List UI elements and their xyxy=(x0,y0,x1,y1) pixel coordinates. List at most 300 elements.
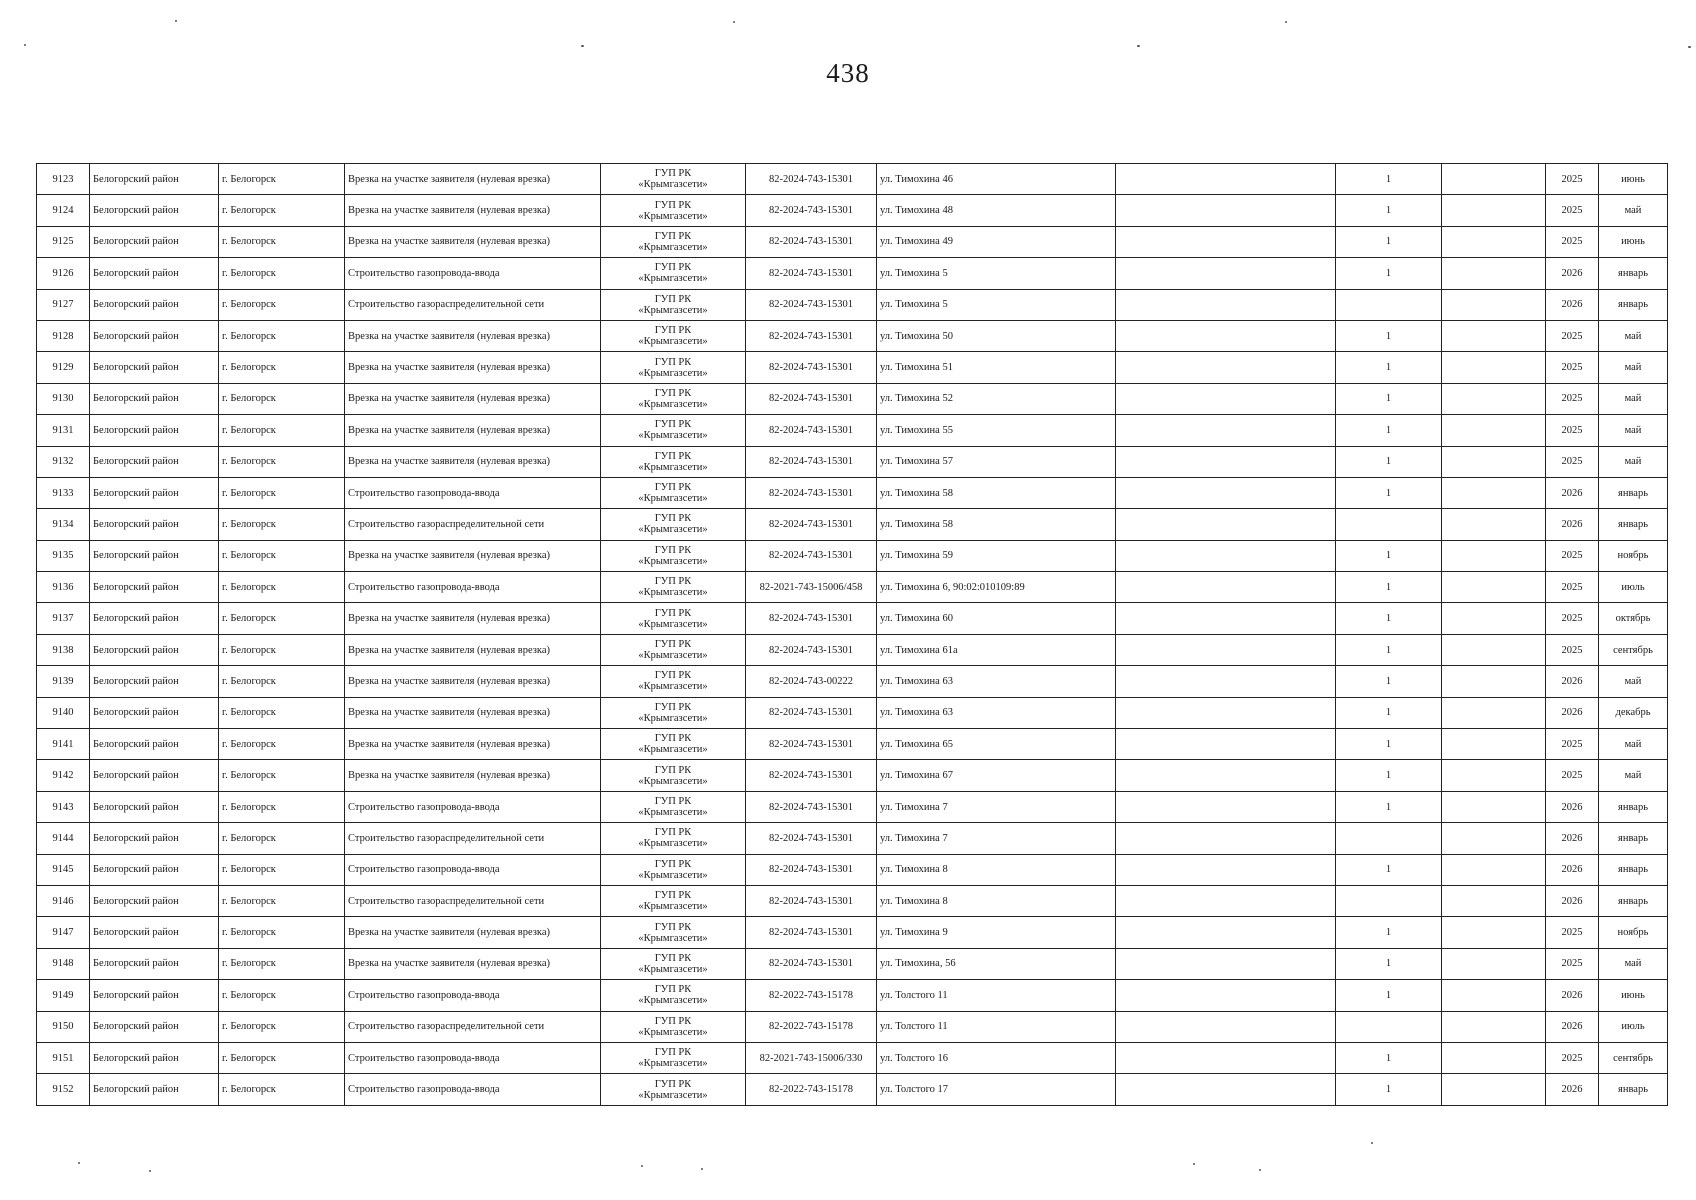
empty-cell xyxy=(1442,1011,1546,1042)
table-row xyxy=(37,1042,1668,1073)
organization-cell xyxy=(601,477,746,508)
table-row xyxy=(37,352,1668,383)
organization-line-1: ГУП РК xyxy=(654,952,692,964)
work-type-cell: Врезка на участке заявителя (нулевая врезка) xyxy=(345,948,601,979)
organization-line-2: «Крымгазсети» xyxy=(638,712,708,724)
month-cell: май xyxy=(1599,760,1668,791)
year-cell: 2025 xyxy=(1546,352,1599,383)
organization-line-2: «Крымгазсети» xyxy=(638,555,708,567)
district-cell: Белогорский район xyxy=(90,446,219,477)
year-cell: 2026 xyxy=(1546,289,1599,320)
organization-line-1: ГУП РК xyxy=(654,199,692,211)
request-code-cell: 82-2024-743-15301 xyxy=(746,352,877,383)
organization-line-1: ГУП РК xyxy=(654,293,692,305)
month-cell: январь xyxy=(1599,885,1668,916)
locality-cell: г. Белогорск xyxy=(219,823,345,854)
organization-cell xyxy=(601,729,746,760)
district-cell: Белогорский район xyxy=(90,289,219,320)
request-code-cell: 82-2024-743-15301 xyxy=(746,540,877,571)
request-code-cell: 82-2024-743-15301 xyxy=(746,885,877,916)
district-cell: Белогорский район xyxy=(90,885,219,916)
empty-cell xyxy=(1442,258,1546,289)
organization-line-1: ГУП РК xyxy=(654,230,692,242)
empty-cell xyxy=(1116,477,1336,508)
organization-line-1: ГУП РК xyxy=(654,984,692,996)
address-cell: ул. Тимохина 49 xyxy=(877,226,1116,257)
address-cell: ул. Тимохина 50 xyxy=(877,320,1116,351)
month-cell: май xyxy=(1599,729,1668,760)
year-cell: 2026 xyxy=(1546,823,1599,854)
organization-line-2: «Крымгазсети» xyxy=(638,1026,708,1038)
empty-cell xyxy=(1442,697,1546,728)
empty-cell xyxy=(1116,634,1336,665)
address-cell: ул. Тимохина 48 xyxy=(877,195,1116,226)
empty-cell xyxy=(1116,980,1336,1011)
work-type-cell: Врезка на участке заявителя (нулевая врезка) xyxy=(345,383,601,414)
empty-cell xyxy=(1442,634,1546,665)
empty-cell xyxy=(1116,760,1336,791)
count-cell: 1 xyxy=(1336,540,1442,571)
organization-line-1: ГУП РК xyxy=(654,1015,692,1027)
organization-cell xyxy=(601,885,746,916)
work-type-cell: Врезка на участке заявителя (нулевая врезка) xyxy=(345,666,601,697)
organization-line-2: «Крымгазсети» xyxy=(638,367,708,379)
year-cell: 2026 xyxy=(1546,666,1599,697)
row-number-cell: 9134 xyxy=(37,509,90,540)
count-cell: 1 xyxy=(1336,854,1442,885)
organization-cell xyxy=(601,226,746,257)
organization-cell xyxy=(601,634,746,665)
organization-line-2: «Крымгазсети» xyxy=(638,398,708,410)
count-cell: 1 xyxy=(1336,383,1442,414)
district-cell: Белогорский район xyxy=(90,980,219,1011)
empty-cell xyxy=(1442,289,1546,320)
count-cell: 1 xyxy=(1336,917,1442,948)
row-number-cell: 9125 xyxy=(37,226,90,257)
locality-cell: г. Белогорск xyxy=(219,885,345,916)
work-type-cell: Врезка на участке заявителя (нулевая врезка) xyxy=(345,540,601,571)
request-code-cell: 82-2024-743-15301 xyxy=(746,791,877,822)
year-cell: 2025 xyxy=(1546,760,1599,791)
month-cell: январь xyxy=(1599,477,1668,508)
organization-line-1: ГУП РК xyxy=(654,921,692,933)
row-number-cell: 9127 xyxy=(37,289,90,320)
count-cell: 1 xyxy=(1336,948,1442,979)
organization-cell xyxy=(601,980,746,1011)
organization-line-2: «Крымгазсети» xyxy=(638,1058,708,1070)
empty-cell xyxy=(1442,948,1546,979)
empty-cell xyxy=(1116,164,1336,195)
district-cell: Белогорский район xyxy=(90,258,219,289)
work-type-cell: Врезка на участке заявителя (нулевая врезка) xyxy=(345,352,601,383)
request-code-cell: 82-2024-743-15301 xyxy=(746,697,877,728)
row-number-cell: 9124 xyxy=(37,195,90,226)
table-row xyxy=(37,791,1668,822)
locality-cell: г. Белогорск xyxy=(219,383,345,414)
district-cell: Белогорский район xyxy=(90,540,219,571)
count-cell: 1 xyxy=(1336,980,1442,1011)
organization-line-1: ГУП РК xyxy=(654,639,692,651)
organization-line-1: ГУП РК xyxy=(654,890,692,902)
locality-cell: г. Белогорск xyxy=(219,352,345,383)
organization-line-2: «Крымгазсети» xyxy=(638,932,708,944)
scan-speck xyxy=(175,20,177,22)
row-number-cell: 9146 xyxy=(37,885,90,916)
organization-line-2: «Крымгазсети» xyxy=(638,273,708,285)
month-cell: январь xyxy=(1599,791,1668,822)
request-code-cell: 82-2024-743-15301 xyxy=(746,320,877,351)
table-body xyxy=(37,164,1668,1106)
work-type-cell: Врезка на участке заявителя (нулевая врезка) xyxy=(345,729,601,760)
locality-cell: г. Белогорск xyxy=(219,477,345,508)
empty-cell xyxy=(1116,729,1336,760)
organization-cell xyxy=(601,383,746,414)
month-cell: декабрь xyxy=(1599,697,1668,728)
organization-line-2: «Крымгазсети» xyxy=(638,650,708,662)
empty-cell xyxy=(1116,383,1336,414)
organization-cell xyxy=(601,791,746,822)
organization-line-2: «Крымгазсети» xyxy=(638,461,708,473)
year-cell: 2026 xyxy=(1546,509,1599,540)
work-type-cell: Строительство газораспределительной сети xyxy=(345,885,601,916)
count-cell: 1 xyxy=(1336,729,1442,760)
address-cell: ул. Тимохина 58 xyxy=(877,509,1116,540)
count-cell xyxy=(1336,823,1442,854)
empty-cell xyxy=(1116,823,1336,854)
organization-line-1: ГУП РК xyxy=(654,513,692,525)
locality-cell: г. Белогорск xyxy=(219,791,345,822)
work-type-cell: Строительство газопровода-ввода xyxy=(345,477,601,508)
month-cell: май xyxy=(1599,383,1668,414)
locality-cell: г. Белогорск xyxy=(219,415,345,446)
empty-cell xyxy=(1116,948,1336,979)
month-cell: ноябрь xyxy=(1599,540,1668,571)
scan-speck xyxy=(641,1165,643,1167)
month-cell: январь xyxy=(1599,823,1668,854)
month-cell: июнь xyxy=(1599,226,1668,257)
empty-cell xyxy=(1116,917,1336,948)
address-cell: ул. Тимохина 57 xyxy=(877,446,1116,477)
address-cell: ул. Тимохина 61а xyxy=(877,634,1116,665)
district-cell: Белогорский район xyxy=(90,760,219,791)
row-number-cell: 9139 xyxy=(37,666,90,697)
table-row xyxy=(37,729,1668,760)
count-cell: 1 xyxy=(1336,352,1442,383)
request-code-cell: 82-2024-743-15301 xyxy=(746,226,877,257)
district-cell: Белогорский район xyxy=(90,352,219,383)
locality-cell: г. Белогорск xyxy=(219,320,345,351)
organization-line-2: «Крымгазсети» xyxy=(638,963,708,975)
empty-cell xyxy=(1116,854,1336,885)
district-cell: Белогорский район xyxy=(90,164,219,195)
locality-cell: г. Белогорск xyxy=(219,226,345,257)
district-cell: Белогорский район xyxy=(90,415,219,446)
organization-line-1: ГУП РК xyxy=(654,764,692,776)
request-code-cell: 82-2024-743-15301 xyxy=(746,383,877,414)
month-cell: сентябрь xyxy=(1599,1042,1668,1073)
year-cell: 2025 xyxy=(1546,1042,1599,1073)
organization-line-2: «Крымгазсети» xyxy=(638,807,708,818)
address-cell: ул. Тимохина 52 xyxy=(877,383,1116,414)
empty-cell xyxy=(1442,603,1546,634)
empty-cell xyxy=(1116,603,1336,634)
organization-line-1: ГУП РК xyxy=(654,482,692,494)
address-cell: ул. Тимохина 7 xyxy=(877,791,1116,822)
table-row xyxy=(37,603,1668,634)
address-cell: ул. Тимохина 5 xyxy=(877,289,1116,320)
year-cell: 2025 xyxy=(1546,917,1599,948)
organization-line-2: «Крымгазсети» xyxy=(638,210,708,222)
work-type-cell: Врезка на участке заявителя (нулевая врезка) xyxy=(345,320,601,351)
empty-cell xyxy=(1442,666,1546,697)
row-number-cell: 9123 xyxy=(37,164,90,195)
scan-speck xyxy=(581,45,584,47)
row-number-cell: 9129 xyxy=(37,352,90,383)
address-cell: ул. Тимохина 6, 90:02:010109:89 xyxy=(877,572,1116,603)
organization-line-1: ГУП РК xyxy=(654,607,692,619)
organization-cell xyxy=(601,697,746,728)
empty-cell xyxy=(1116,415,1336,446)
count-cell xyxy=(1336,885,1442,916)
request-code-cell: 82-2024-743-15301 xyxy=(746,509,877,540)
organization-cell xyxy=(601,258,746,289)
organization-line-2: «Крымгазсети» xyxy=(638,430,708,442)
year-cell: 2025 xyxy=(1546,729,1599,760)
work-type-cell: Врезка на участке заявителя (нулевая врезка) xyxy=(345,226,601,257)
organization-cell xyxy=(601,289,746,320)
table-row xyxy=(37,289,1668,320)
request-code-cell: 82-2024-743-15301 xyxy=(746,195,877,226)
count-cell: 1 xyxy=(1336,320,1442,351)
organization-line-1: ГУП РК xyxy=(654,858,692,870)
empty-cell xyxy=(1442,729,1546,760)
organization-line-2: «Крымгазсети» xyxy=(638,304,708,316)
empty-cell xyxy=(1116,666,1336,697)
request-code-cell: 82-2024-743-15301 xyxy=(746,917,877,948)
year-cell: 2025 xyxy=(1546,383,1599,414)
address-cell: ул. Тимохина 5 xyxy=(877,258,1116,289)
request-code-cell: 82-2024-743-15301 xyxy=(746,948,877,979)
count-cell: 1 xyxy=(1336,258,1442,289)
district-cell: Белогорский район xyxy=(90,1011,219,1042)
address-cell: ул. Толстого 17 xyxy=(877,1074,1116,1105)
district-cell: Белогорский район xyxy=(90,854,219,885)
organization-line-1: ГУП РК xyxy=(654,356,692,368)
month-cell: июль xyxy=(1599,1011,1668,1042)
work-type-cell: Врезка на участке заявителя (нулевая врезка) xyxy=(345,760,601,791)
organization-cell xyxy=(601,164,746,195)
address-cell: ул. Тимохина 9 xyxy=(877,917,1116,948)
scan-speck xyxy=(701,1168,703,1170)
organization-line-1: ГУП РК xyxy=(654,387,692,399)
year-cell: 2025 xyxy=(1546,195,1599,226)
year-cell: 2026 xyxy=(1546,1074,1599,1105)
year-cell: 2026 xyxy=(1546,980,1599,1011)
locality-cell: г. Белогорск xyxy=(219,697,345,728)
district-cell: Белогорский район xyxy=(90,477,219,508)
request-code-cell: 82-2021-743-15006/330 xyxy=(746,1042,877,1073)
table-row xyxy=(37,446,1668,477)
table-row xyxy=(37,854,1668,885)
request-code-cell: 82-2024-743-15301 xyxy=(746,634,877,665)
row-number-cell: 9133 xyxy=(37,477,90,508)
organization-line-2: «Крымгазсети» xyxy=(638,838,708,850)
count-cell: 1 xyxy=(1336,415,1442,446)
locality-cell: г. Белогорск xyxy=(219,917,345,948)
locality-cell: г. Белогорск xyxy=(219,1011,345,1042)
locality-cell: г. Белогорск xyxy=(219,195,345,226)
request-code-cell: 82-2024-743-00222 xyxy=(746,666,877,697)
work-type-cell: Строительство газопровода-ввода xyxy=(345,980,601,1011)
empty-cell xyxy=(1116,258,1336,289)
organization-line-2: «Крымгазсети» xyxy=(638,587,708,599)
address-cell: ул. Тимохина 46 xyxy=(877,164,1116,195)
district-cell: Белогорский район xyxy=(90,948,219,979)
request-code-cell: 82-2022-743-15178 xyxy=(746,1074,877,1105)
locality-cell: г. Белогорск xyxy=(219,289,345,320)
table-row xyxy=(37,509,1668,540)
work-type-cell: Врезка на участке заявителя (нулевая врезка) xyxy=(345,634,601,665)
locality-cell: г. Белогорск xyxy=(219,634,345,665)
work-type-cell: Врезка на участке заявителя (нулевая врезка) xyxy=(345,164,601,195)
locality-cell: г. Белогорск xyxy=(219,540,345,571)
table-row xyxy=(37,415,1668,446)
year-cell: 2026 xyxy=(1546,791,1599,822)
table-row xyxy=(37,383,1668,414)
district-cell: Белогорский район xyxy=(90,383,219,414)
row-number-cell: 9147 xyxy=(37,917,90,948)
organization-line-1: ГУП РК xyxy=(654,325,692,337)
empty-cell xyxy=(1442,320,1546,351)
locality-cell: г. Белогорск xyxy=(219,760,345,791)
row-number-cell: 9130 xyxy=(37,383,90,414)
year-cell: 2025 xyxy=(1546,226,1599,257)
row-number-cell: 9136 xyxy=(37,572,90,603)
request-code-cell: 82-2024-743-15301 xyxy=(746,415,877,446)
empty-cell xyxy=(1442,195,1546,226)
address-cell: ул. Тимохина 58 xyxy=(877,477,1116,508)
month-cell: январь xyxy=(1599,854,1668,885)
organization-line-1: ГУП РК xyxy=(654,262,692,274)
count-cell: 1 xyxy=(1336,760,1442,791)
organization-cell xyxy=(601,1074,746,1105)
locality-cell: г. Белогорск xyxy=(219,980,345,1011)
request-code-cell: 82-2022-743-15178 xyxy=(746,1011,877,1042)
district-cell: Белогорский район xyxy=(90,823,219,854)
empty-cell xyxy=(1442,854,1546,885)
table-row xyxy=(37,666,1668,697)
page-number: 438 xyxy=(826,58,870,88)
row-number-cell: 9141 xyxy=(37,729,90,760)
year-cell: 2025 xyxy=(1546,415,1599,446)
table-row xyxy=(37,572,1668,603)
count-cell: 1 xyxy=(1336,195,1442,226)
address-cell: ул. Тимохина 63 xyxy=(877,697,1116,728)
organization-cell xyxy=(601,854,746,885)
year-cell: 2025 xyxy=(1546,164,1599,195)
table-row xyxy=(37,1074,1668,1105)
empty-cell xyxy=(1442,791,1546,822)
organization-line-2: «Крымгазсети» xyxy=(638,493,708,505)
year-cell: 2025 xyxy=(1546,320,1599,351)
table-row xyxy=(37,1011,1668,1042)
scan-speck xyxy=(24,44,26,46)
district-cell: Белогорский район xyxy=(90,729,219,760)
year-cell: 2026 xyxy=(1546,477,1599,508)
organization-line-2: «Крымгазсети» xyxy=(638,179,708,191)
organization-line-2: «Крымгазсети» xyxy=(638,524,708,536)
count-cell: 1 xyxy=(1336,791,1442,822)
scan-speck xyxy=(149,1170,151,1172)
count-cell: 1 xyxy=(1336,164,1442,195)
organization-line-2: «Крымгазсети» xyxy=(638,775,708,787)
empty-cell xyxy=(1116,289,1336,320)
locality-cell: г. Белогорск xyxy=(219,1074,345,1105)
locality-cell: г. Белогорск xyxy=(219,729,345,760)
scan-speck xyxy=(733,21,735,23)
request-code-cell: 82-2021-743-15006/458 xyxy=(746,572,877,603)
row-number-cell: 9152 xyxy=(37,1074,90,1105)
address-cell: ул. Толстого 16 xyxy=(877,1042,1116,1073)
organization-line-1: ГУП РК xyxy=(654,450,692,462)
district-cell: Белогорский район xyxy=(90,1042,219,1073)
organization-line-2: «Крымгазсети» xyxy=(638,901,708,913)
organization-cell xyxy=(601,760,746,791)
table-row xyxy=(37,885,1668,916)
count-cell xyxy=(1336,289,1442,320)
year-cell: 2026 xyxy=(1546,885,1599,916)
organization-line-2: «Крымгазсети» xyxy=(638,995,708,1007)
row-number-cell: 9137 xyxy=(37,603,90,634)
address-cell: ул. Тимохина 7 xyxy=(877,823,1116,854)
empty-cell xyxy=(1116,509,1336,540)
request-code-cell: 82-2024-743-15301 xyxy=(746,729,877,760)
organization-line-1: ГУП РК xyxy=(654,419,692,431)
count-cell: 1 xyxy=(1336,634,1442,665)
empty-cell xyxy=(1442,572,1546,603)
month-cell: июнь xyxy=(1599,164,1668,195)
table-row xyxy=(37,760,1668,791)
district-cell: Белогорский район xyxy=(90,666,219,697)
request-code-cell: 82-2024-743-15301 xyxy=(746,603,877,634)
organization-line-2: «Крымгазсети» xyxy=(638,241,708,253)
address-cell: ул. Тимохина 67 xyxy=(877,760,1116,791)
organization-cell xyxy=(601,603,746,634)
locality-cell: г. Белогорск xyxy=(219,666,345,697)
year-cell: 2025 xyxy=(1546,948,1599,979)
address-cell: ул. Тимохина 59 xyxy=(877,540,1116,571)
request-code-cell: 82-2024-743-15301 xyxy=(746,446,877,477)
empty-cell xyxy=(1442,885,1546,916)
work-type-cell: Строительство газопровода-ввода xyxy=(345,572,601,603)
district-cell: Белогорский район xyxy=(90,195,219,226)
table-row xyxy=(37,540,1668,571)
work-type-cell: Строительство газораспределительной сети xyxy=(345,823,601,854)
address-cell: ул. Тимохина 8 xyxy=(877,854,1116,885)
row-number-cell: 9149 xyxy=(37,980,90,1011)
request-code-cell: 82-2024-743-15301 xyxy=(746,164,877,195)
row-number-cell: 9132 xyxy=(37,446,90,477)
locality-cell: г. Белогорск xyxy=(219,509,345,540)
request-code-cell: 82-2024-743-15301 xyxy=(746,823,877,854)
locality-cell: г. Белогорск xyxy=(219,572,345,603)
year-cell: 2025 xyxy=(1546,634,1599,665)
table-row xyxy=(37,195,1668,226)
locality-cell: г. Белогорск xyxy=(219,854,345,885)
locality-cell: г. Белогорск xyxy=(219,948,345,979)
empty-cell xyxy=(1442,1042,1546,1073)
empty-cell xyxy=(1442,1074,1546,1105)
